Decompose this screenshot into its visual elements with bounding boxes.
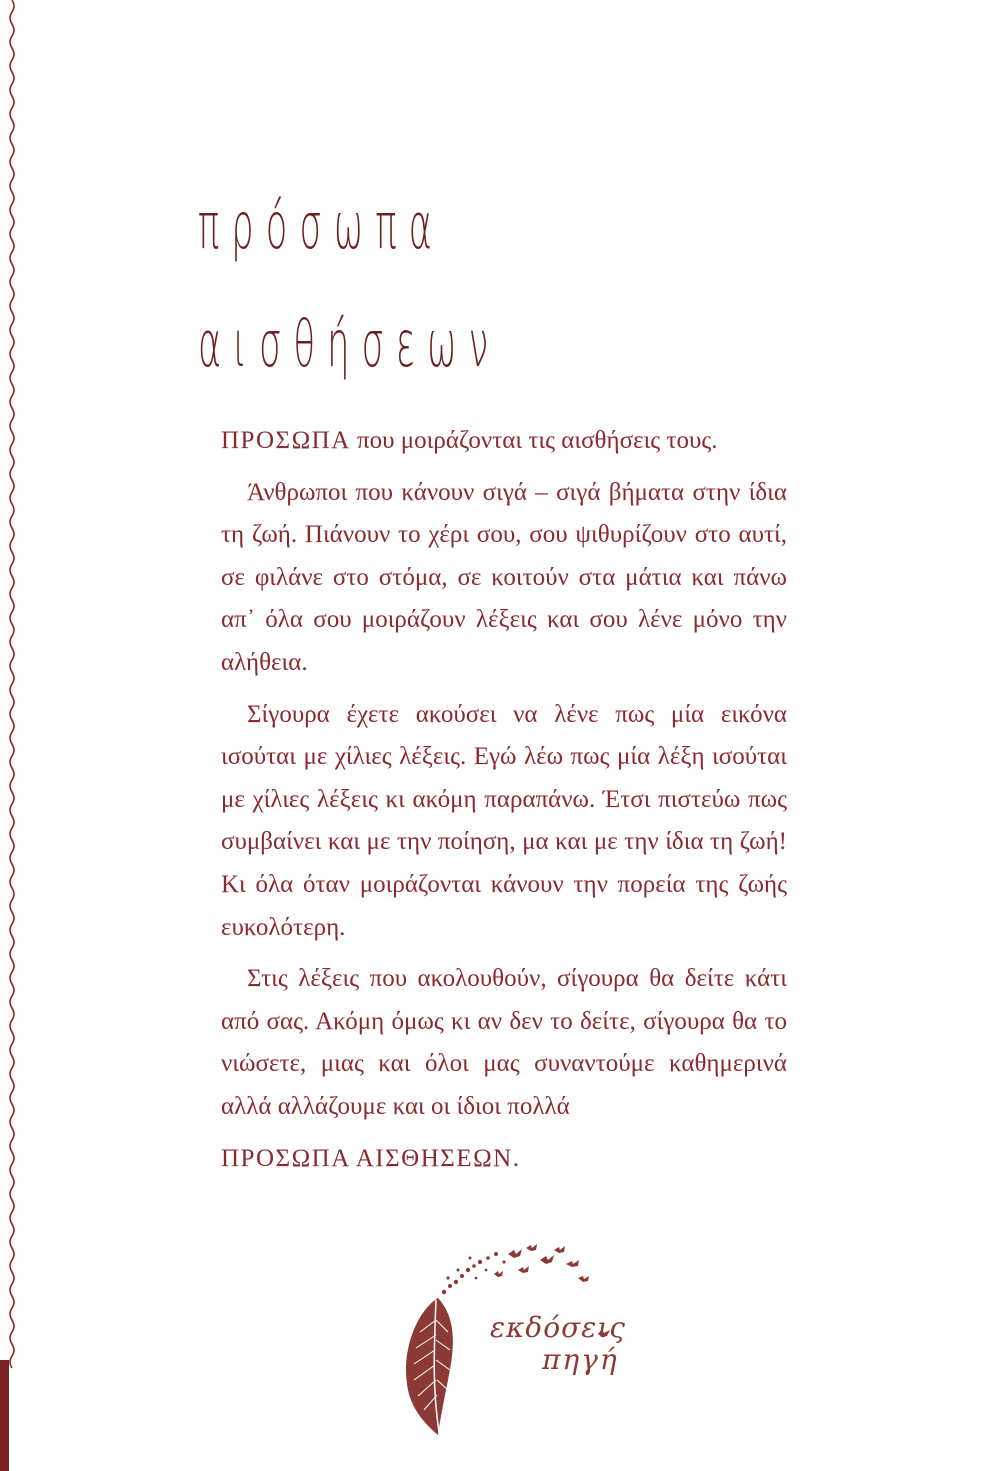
spine-edge <box>0 0 20 1471</box>
book-title <box>198 168 500 404</box>
blurb-paragraph-4: Στις λέξεις που ακολουθούν, σίγουρα θα δείτε κάτι από σας. Ακόμη όμως κι αν δεν το δείτε, σίγουρα θα το νιώσετε, μιας και όλοι μας συναντούμε καθημερινά αλλά αλλάζουμε και οι ίδιοι πολλά <box>221 965 787 1120</box>
blurb-closing-caps: ΠΡΟΣΩΠΑ ΑΙΣΘΗΣΕΩΝ. <box>221 1144 521 1172</box>
publisher-logo-text <box>490 1312 626 1376</box>
back-cover-blurb <box>221 420 787 1189</box>
publisher-line2: πηγή <box>542 1343 619 1376</box>
blurb-caps-prosopa: ΠΡΟΣΩΠΑ <box>221 427 351 454</box>
publisher-line1: εκδόσεις <box>490 1311 626 1344</box>
book-title-line1: πρόσωπα <box>198 190 444 264</box>
book-title-line2: αισθήσεων <box>198 308 501 382</box>
blurb-paragraph-3: Σίγουρα έχετε ακούσει να λένε πως μία εικόνα ισούται με χίλιες λέξεις. Εγώ λέω πως μία λέξη ισούται με χίλιες λέξεις κι ακόμη παραπάνω. Έτσι πιστεύω πως συμβαίνει και με την ποίηση, μα και με την ίδια τη ζωή! Κι όλα όταν μοιράζονται κάνουν την πορεία της ζωής ευκολότερη. <box>221 700 787 941</box>
blurb-p1-rest: που μοιράζονται τις αισθήσεις τους. <box>350 427 718 454</box>
blurb-paragraph-1 <box>221 420 787 463</box>
blurb-paragraph-2: Άνθρωποι που κάνουν σιγά – σιγά βήματα στην ίδια τη ζωή. Πιάνουν το χέρι σου, σου ψιθυρίζουν στο αυτί, σε φιλάνε στο στόμα, σε κοιτούν στα μάτια και πάνω απ᾽ όλα σου μοιράζουν λέξεις και σου λένε μόνο την αλήθεια. <box>221 478 787 676</box>
